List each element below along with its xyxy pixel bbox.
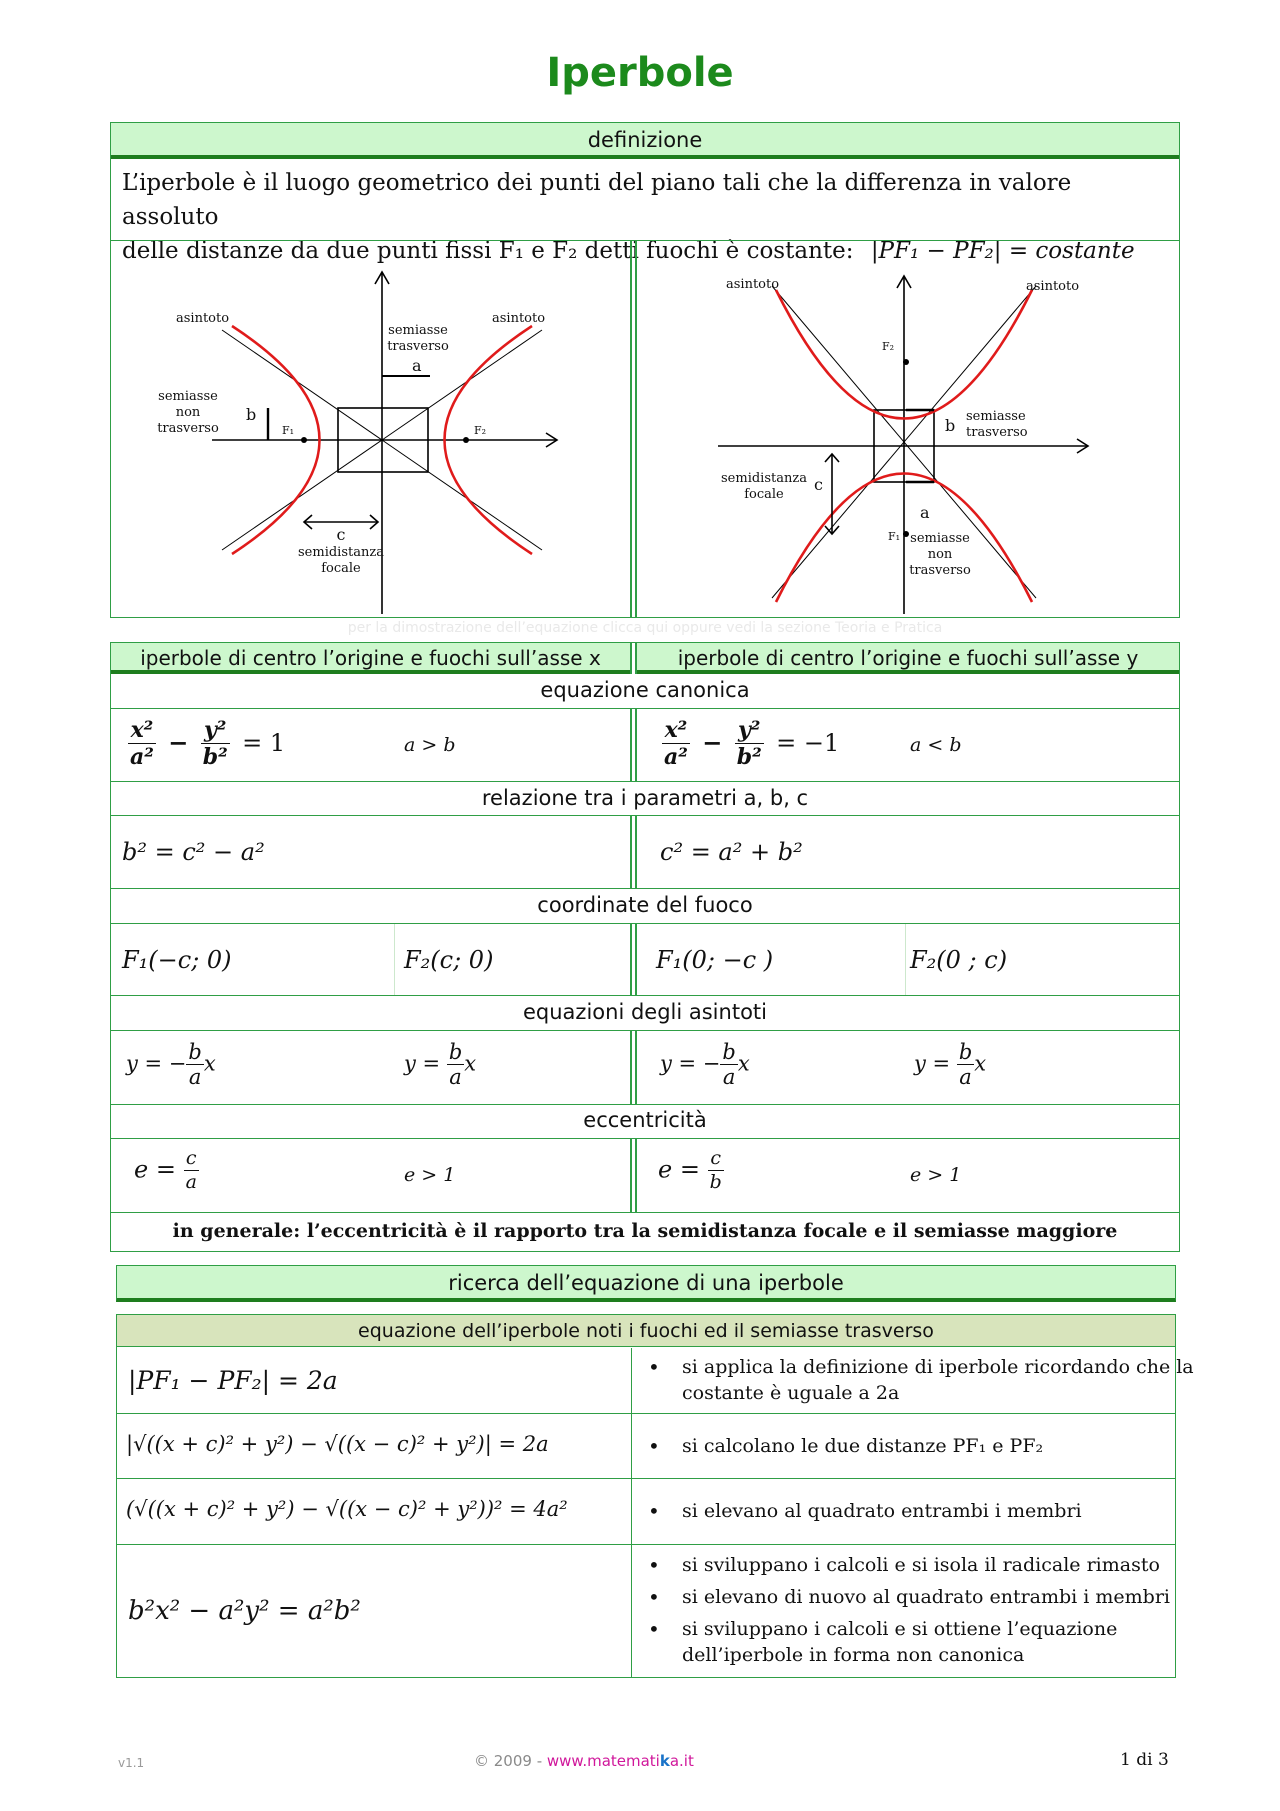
label-semidistanza-focale-2: focale [744,487,784,502]
definition-separator [111,240,1179,241]
label-semiasse-trasverso-1: semiasse [388,323,448,338]
cell-divider [394,924,395,995]
row-line [111,708,1179,709]
footer-copyright-text: © 2009 - [474,1752,547,1770]
ricerca-step: • si elevano al quadrato entrambi i membri [682,1498,1202,1524]
eccentricity-x: e = $\frac{c}{a}$ [134,1147,197,1193]
footer-page-number: 1 di 3 [1120,1750,1169,1770]
column-divider [630,1139,637,1212]
ricerca-row-line [117,1544,1175,1545]
ricerca-formula-2: |√((x + c)² + y²) − √((x − c)² + y²)| = 2a [126,1432,549,1456]
ricerca-step: • si elevano di nuovo al quadrato entrambi i membri [682,1584,1202,1610]
ricerca-row-line [117,1478,1175,1479]
ricerca-steps-1 [640,1354,1202,1406]
eccentricity-y-condition: e > 1 [910,1164,962,1186]
diagram-divider [630,241,637,617]
asymptote-x-negative-lhs: y = − [126,1051,187,1076]
label-f2: F₂ [474,424,487,437]
label-a: a [412,356,422,375]
asymptote-y-positive: y = $\frac{b}{a}$ x [914,1040,987,1090]
ricerca-formula-4: b²x² − a²y² = a²b² [128,1596,361,1626]
label-c: c [336,525,346,544]
asymptote-y-negative-lhs: y = − [660,1051,721,1076]
column-divider [630,924,637,995]
ricerca-step: • si applica la definizione di iperbole ricordando che la costante è uguale a 2a [682,1354,1202,1406]
ricerca-header: ricerca dell’equazione di una iperbole [116,1265,1176,1302]
ricerca-step: • si calcolano le due distanze PF₁ e PF₂ [682,1433,1202,1459]
row-line [111,923,1179,924]
eccentricity-y: e = $\frac{c}{b}$ [658,1147,722,1193]
row-line [111,1212,1179,1213]
eccentricity-x-denominator: a [185,1170,197,1193]
asymptote-x-positive-lhs: y = [404,1051,441,1076]
label-f2: F₂ [882,340,895,353]
focus-f1-x: F₁(−c; 0) [122,946,232,974]
focus-f1-y: F₁(0; −c ) [656,946,774,974]
row-line [111,1104,1179,1105]
asymptote-y-positive-lhs: y = [914,1051,951,1076]
row-line [111,888,1179,889]
hyperbola-y-diagram [638,242,1178,616]
asymptote-x-positive: y = $\frac{b}{a}$ x [404,1040,477,1090]
label-semiasse-non-trasverso-2: non [175,405,201,420]
ricerca-steps-3 [640,1498,1202,1524]
focus-f2-x: F₂(c; 0) [404,946,494,974]
ricerca-row-line [117,1413,1175,1414]
column-divider [630,1031,637,1104]
label-asintoto-right: asintoto [1026,279,1080,294]
canonical-x-rhs: = 1 [242,728,286,757]
focus-f1 [301,437,307,443]
row-line [111,995,1179,996]
section-equazione-canonica: equazione canonica [540,678,750,702]
relation-x: b² = c² − a² [122,838,265,866]
asymptote-x-negative: y = − $\frac{b}{a}$ x [126,1040,216,1090]
canonical-equation-x: $\frac{\text{x²}}{\text{a²}}$ − $\frac{\text{y²}}{\text{b²}}$ = 1 [130,717,286,771]
footer-site-c: a.it [669,1752,694,1770]
ricerca-formula-3: (√((x + c)² + y²) − √((x − c)² + y²))² = 4a² [126,1497,568,1521]
section-eccentricita: eccentricità [583,1108,707,1132]
label-a: a [920,503,930,522]
footer-site-b: k [659,1752,670,1770]
row-line [111,781,1179,782]
focus-f2 [903,359,909,365]
ricerca-step: • si sviluppano i calcoli e si ottiene l’equazione dell’iperbole in forma non canonica [682,1616,1202,1668]
footer-version: v1.1 [118,1756,145,1770]
label-semiasse-trasverso-2: trasverso [387,339,449,354]
label-semiasse-trasverso-2: trasverso [966,425,1028,440]
cell-divider [905,924,906,995]
footer-site-link[interactable] [547,1752,694,1770]
focus-f2 [463,437,469,443]
label-asintoto-left: asintoto [726,277,780,292]
column-divider [630,709,637,781]
label-asintoto-left: asintoto [176,311,230,326]
definition-line-2-text: delle distanze da due punti fissi F₁ e F₂ detti fuochi è costante: [122,238,854,264]
label-asintoto-right: asintoto [492,311,546,326]
label-b: b [246,405,257,424]
ricerca-steps-2 [640,1433,1202,1459]
label-c: c [814,475,823,494]
focus-f2-y: F₂(0 ; c) [910,946,1008,974]
label-f1: F₁ [888,530,901,543]
row-line [111,1138,1179,1139]
label-semiasse-non-trasverso-3: trasverso [157,421,219,436]
ricerca-formula-1: |PF₁ − PF₂| = 2a [128,1366,338,1395]
label-semidistanza-focale-1: semidistanza [298,545,384,560]
section-relazione-parametri: relazione tra i parametri a, b, c [481,786,809,810]
canonical-equation-y: $\frac{\text{x²}}{\text{a²}}$ − $\frac{\text{y²}}{\text{b²}}$ = −1 [664,717,840,771]
definition-header: definizione [111,123,1179,159]
section-equazioni-asintoti: equazioni degli asintoti [523,1000,767,1024]
ricerca-steps-4 [640,1552,1202,1668]
label-semidistanza-focale-1: semidistanza [721,471,807,486]
header-asse-x: iperbole di centro l’origine e fuochi sull’asse x [111,643,630,674]
faint-note[interactable]: per la dimostrazione dell’equazione clicca qui oppure vedi la sezione Teoria e Pratica [347,620,943,636]
label-semiasse-non-trasverso-1: semiasse [158,389,218,404]
label-semiasse-trasverso-1: semiasse [966,409,1026,424]
label-semiasse-non-trasverso-1: semiasse [910,531,970,546]
row-line [111,1030,1179,1031]
focus-f1 [903,531,909,537]
label-b: b [945,416,956,435]
label-semidistanza-focale-2: focale [321,561,361,576]
label-f1: F₁ [282,424,295,437]
canonical-y-condition: a < b [910,734,962,756]
footer-site-a: www.matemati [546,1752,660,1770]
column-divider [630,816,637,888]
label-semiasse-non-trasverso-2: non [927,547,953,562]
ricerca-column-divider [631,1348,632,1677]
ricerca-step: • si sviluppano i calcoli e si isola il radicale rimasto [682,1552,1202,1578]
eccentricity-general-note: in generale: l’eccentricità è il rapporto tra la semidistanza focale e il semiasse maggiore [172,1220,1118,1242]
row-line [111,815,1179,816]
section-coordinate-fuoco: coordinate del fuoco [537,893,753,917]
page-title: Iperbole [546,50,734,96]
relation-y: c² = a² + b² [660,838,803,866]
ricerca-subheader: equazione dell’iperbole noti i fuochi ed il semiasse trasverso [117,1315,1175,1347]
eccentricity-x-condition: e > 1 [404,1164,456,1186]
footer-copyright [474,1752,694,1770]
hyperbola-x-diagram [112,242,628,616]
header-asse-y: iperbole di centro l’origine e fuochi sull’asse y [637,643,1179,674]
asymptote-y-negative: y = − $\frac{b}{a}$ x [660,1040,750,1090]
eccentricity-y-denominator: b [709,1170,722,1193]
label-semiasse-non-trasverso-3: trasverso [909,563,971,578]
canonical-x-condition: a > b [404,734,456,756]
canonical-y-rhs: = −1 [776,728,840,757]
definition-line-1: L’iperbole è il luogo geometrico dei punti del piano tali che la differenza in valore assoluto [122,170,1072,230]
definition-formula: |PF₁ − PF₂| = costante [870,238,1135,264]
column-divider [630,643,637,674]
